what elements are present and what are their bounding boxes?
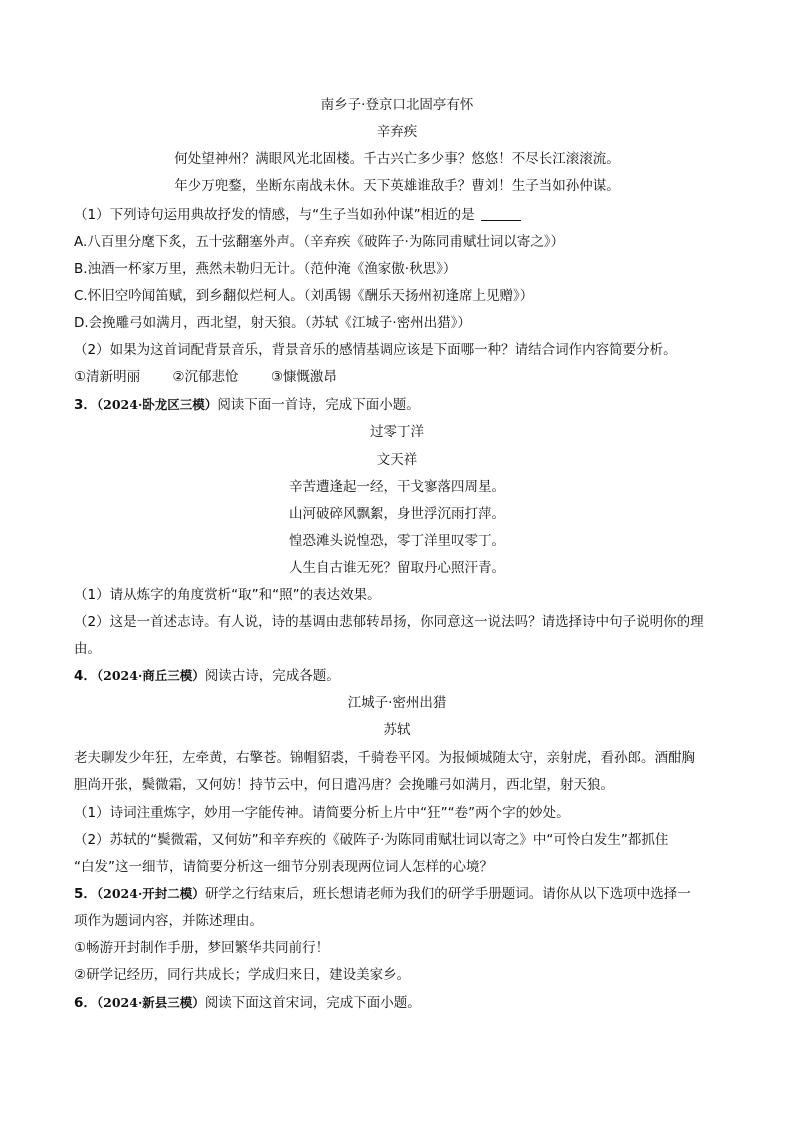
question-text: 研学之行结束后，班长想请老师为我们的研学手册题词。请你从以下选项中选择一	[204, 886, 691, 902]
question-header	[74, 666, 340, 686]
poem-verse: 人生自古谁无死？留取丹心照汗青。	[289, 560, 505, 576]
question-source: （2024·新县三模）	[96, 995, 205, 1010]
question-line	[74, 205, 521, 225]
question-line: （1）请从炼字的角度赏析“取”和“照”的表达效果。	[74, 587, 381, 603]
option-c: C.怀旧空吟闻笛赋，到乡翻似烂柯人。（刘禹锡《酬乐天扬州初逢席上见赠》）	[74, 288, 534, 304]
poem-verse: 何处望神州？满眼风光北固楼。千古兴亡多少事？悠悠！不尽长江滚滚流。	[174, 151, 620, 167]
question-line: （2）如果为这首词配背景音乐，背景音乐的感情基调应该是下面哪一种？请结合词作内容简要分析。	[74, 342, 677, 358]
poem-verse: 年少万兜鍪，坐断东南战未休。天下英雄谁敌手？曹刘！生子当如孙仲谋。	[174, 178, 620, 194]
question-line: “白发”这一细节，请简要分析这一细节分别表现两位词人怎样的心境？	[74, 859, 493, 875]
question-source: （2024·卧龙区三模）	[96, 397, 218, 412]
question-number: 4．	[74, 668, 97, 684]
question-instruction: 阅读下面一首诗，完成下面小题。	[217, 397, 420, 413]
poem-author: 辛弃疾	[376, 124, 418, 140]
question-header	[74, 884, 691, 904]
poem-title: 江城子·密州出猎	[347, 695, 447, 711]
question-number: 5．	[74, 886, 97, 902]
poem-title: 过零丁洋	[370, 424, 424, 440]
option-b: B.浊酒一杯家万里，燕然未勒归无计。（范仲淹《渔家傲·秋思》）	[74, 261, 457, 277]
mood-options	[74, 367, 365, 387]
question-instruction: 阅读下面这首宋词，完成下面小题。	[204, 995, 421, 1011]
question-number: 3．	[74, 397, 97, 413]
question-text: （1）下列诗句运用典故抒发的情感，与“生子当如孙仲谋”相近的是	[74, 207, 475, 223]
question-source: （2024·开封二模）	[96, 886, 205, 901]
poem-author: 文天祥	[376, 452, 418, 468]
question-line: （1）诗词注重炼字，妙用一字能传神。请简要分析上片中“狂”“卷”两个字的妙处。	[74, 805, 570, 821]
question-source: （2024·商丘三模）	[96, 668, 205, 683]
question-header	[74, 395, 420, 415]
inscription-option: ②研学记经历，同行共成长；学成归来日，建设美家乡。	[74, 967, 411, 983]
question-instruction: 阅读古诗，完成各题。	[204, 668, 340, 684]
poem-author: 苏轼	[383, 722, 411, 738]
poem-text: 老夫聊发少年狂，左牵黄，右擎苍。锦帽貂裘，千骑卷平冈。为报倾城随太守，亲射虎，看孙郎。酒酣胸	[74, 750, 695, 766]
question-line: 由。	[74, 641, 101, 657]
poem-title: 南乡子·登京口北固亭有怀	[320, 97, 474, 113]
mood-option: ②沉郁悲怆	[172, 369, 239, 385]
option-a: A.八百里分麾下炙，五十弦翻塞外声。（辛弃疾《破阵子·为陈同甫赋壮词以寄之》）	[74, 234, 565, 250]
poem-verse: 辛苦遭逢起一经，干戈寥落四周星。	[289, 479, 505, 495]
poem-verse: 惶恐滩头说惶恐，零丁洋里叹零丁。	[289, 533, 505, 549]
inscription-option: ①畅游开封制作手册，梦回繁华共同前行！	[74, 940, 330, 956]
question-header	[74, 993, 421, 1013]
question-line: （2）这是一首述志诗。有人说，诗的基调由悲郁转昂扬，你同意这一说法吗？请选择诗中句子说明你的理	[74, 614, 704, 630]
question-line: （2）苏轼的“鬓微霜，又何妨”和辛弃疾的《破阵子·为陈同甫赋壮词以寄之》中“可怜白发生”都抓住	[74, 832, 669, 848]
option-d: D.会挽雕弓如满月，西北望，射天狼。（苏轼《江城子·密州出猎》）	[74, 315, 471, 331]
question-number: 6．	[74, 995, 97, 1011]
mood-option: ③慷慨激昂	[270, 369, 337, 385]
poem-verse: 山河破碎风飘絮，身世浮沉雨打萍。	[289, 506, 505, 522]
answer-blank	[481, 206, 521, 221]
mood-option: ①清新明丽	[74, 369, 141, 385]
question-line: 项作为题词内容，并陈述理由。	[74, 913, 263, 929]
poem-text: 胆尚开张，鬓微霜，又何妨！持节云中，何日遣冯唐？会挽雕弓如满月，西北望，射天狼。	[74, 777, 614, 793]
